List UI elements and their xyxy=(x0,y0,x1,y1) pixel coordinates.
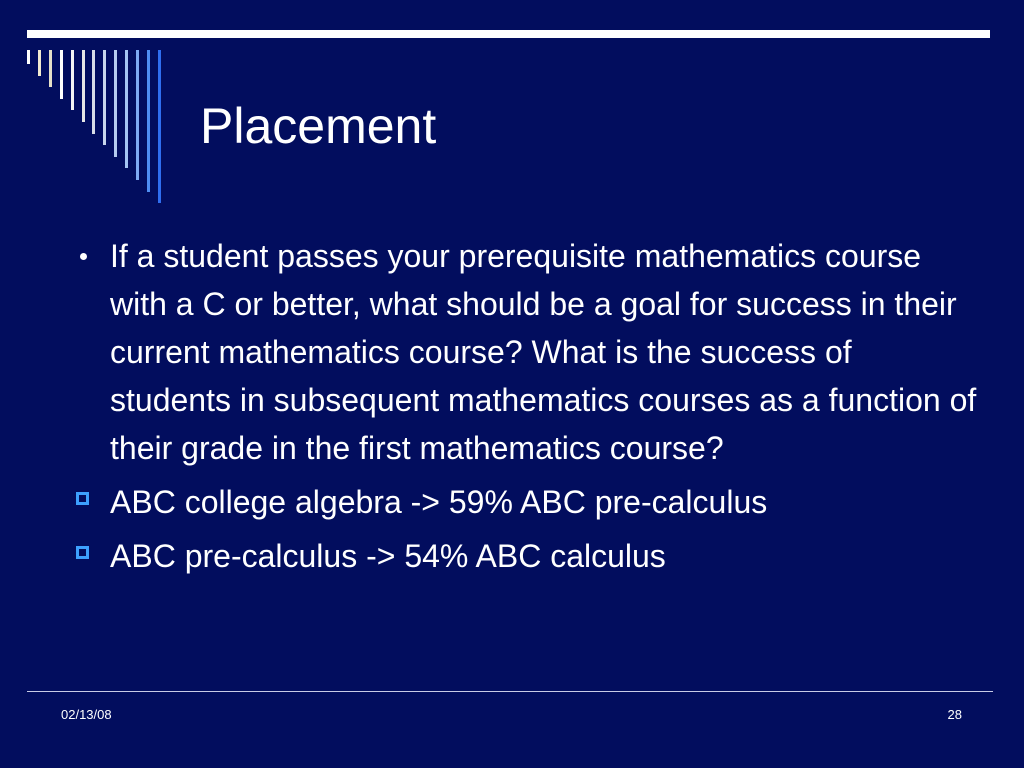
stripe-line xyxy=(60,50,63,99)
stripe-line xyxy=(49,50,52,87)
square-bullet-icon xyxy=(76,492,89,505)
stripe-line xyxy=(103,50,106,145)
bullet-text-3: ABC pre-calculus -> 54% ABC calculus xyxy=(110,538,666,574)
bullet-list xyxy=(70,232,980,580)
stripe-line xyxy=(27,50,30,64)
slide-title: Placement xyxy=(200,98,437,154)
footer-date: 02/13/08 xyxy=(61,707,112,722)
stripe-line xyxy=(125,50,128,168)
decorative-stripes xyxy=(0,0,170,210)
square-bullet-icon xyxy=(76,546,89,559)
round-bullet-icon xyxy=(80,253,87,260)
stripe-line xyxy=(38,50,41,76)
stripe-line xyxy=(71,50,74,110)
top-rule xyxy=(27,30,990,38)
stripe-line xyxy=(147,50,150,192)
page-number: 28 xyxy=(947,707,962,722)
bullet-text-2: ABC college algebra -> 59% ABC pre-calculus xyxy=(110,484,768,520)
bullet-item-3 xyxy=(70,532,980,580)
stripe-line xyxy=(136,50,139,180)
bullet-item-1 xyxy=(70,232,980,472)
bullet-text-1: If a student passes your prerequisite mathematics course with a C or better, what should be a goal for success in their current mathematics course? What is the success of students in subsequent mathematics courses as a function of their grade in the first mathematics course? xyxy=(110,238,977,466)
stripe-line xyxy=(92,50,95,134)
stripe-line xyxy=(82,50,85,122)
stripe-line xyxy=(158,50,161,203)
bullet-item-2 xyxy=(70,478,980,526)
footer-rule xyxy=(27,691,993,692)
stripe-line xyxy=(114,50,117,157)
